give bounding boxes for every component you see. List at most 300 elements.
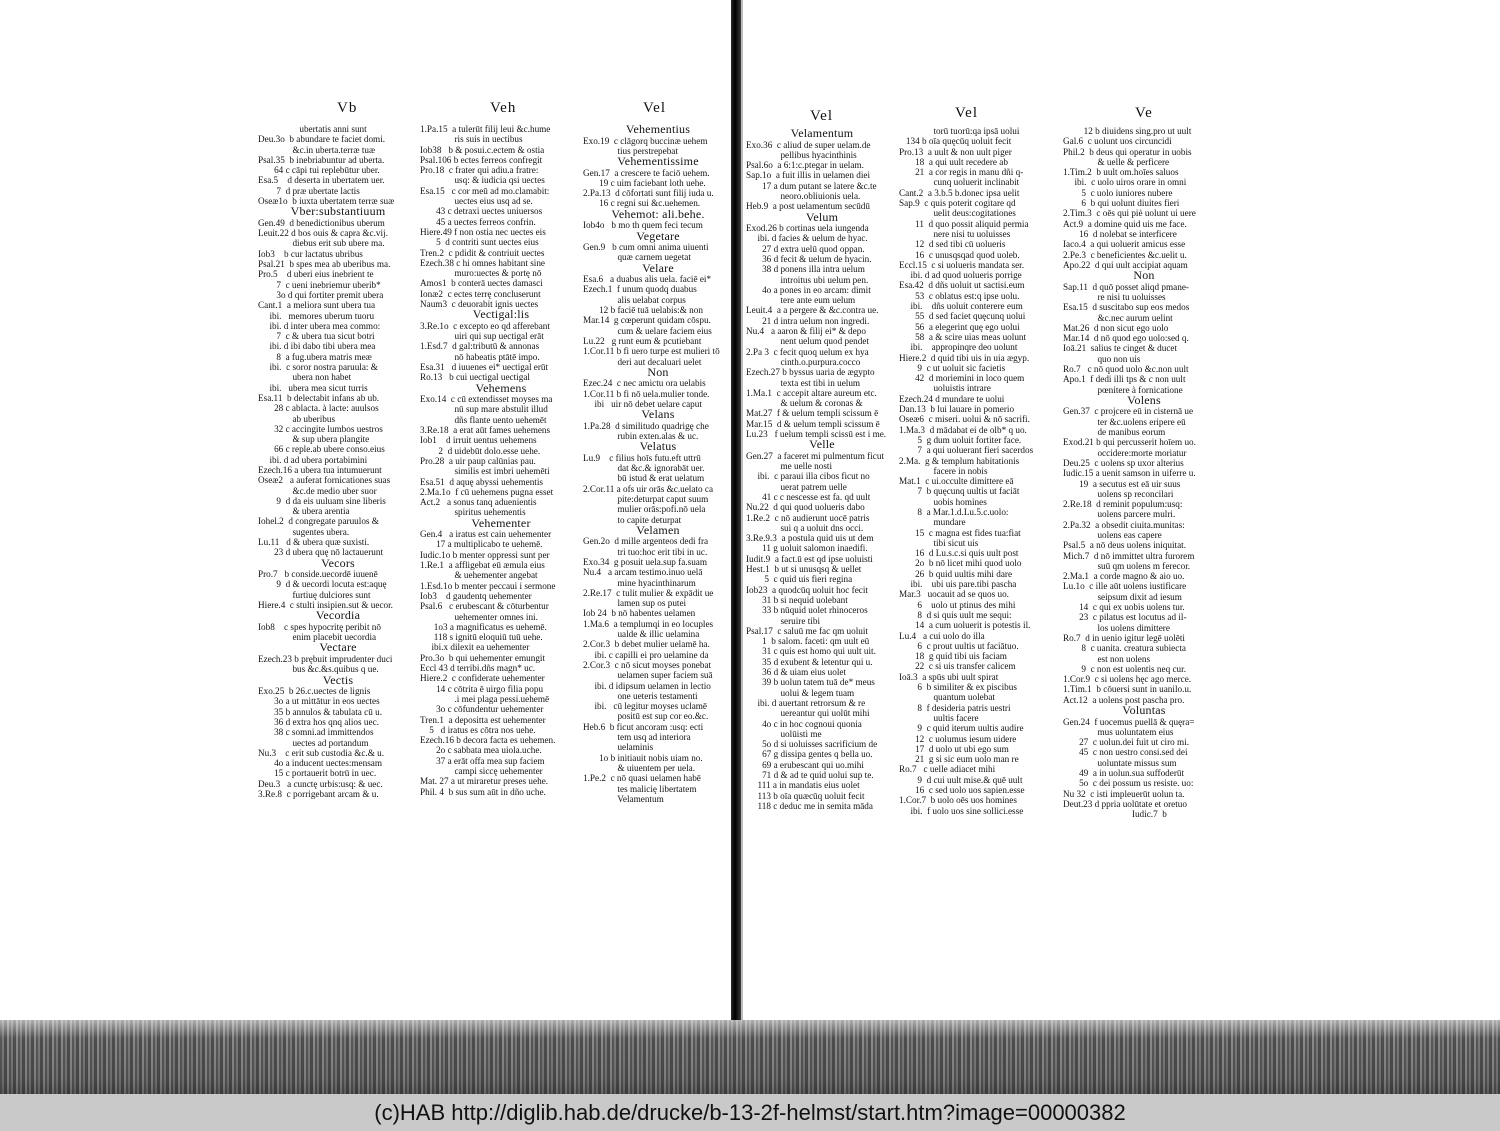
concordance-line: 7 b quęcunq uultis ut faciāt — [899, 486, 1020, 497]
concordance-line: uolens parcere mulri. — [1063, 509, 1176, 520]
concordance-line: Gen.4 a iratus est cain uehementer — [420, 529, 552, 540]
concordance-line: Ioā.21 salius te cinget & ducet — [1063, 343, 1178, 354]
concordance-line: 21 d intra uelum non ingredi. — [746, 315, 870, 326]
concordance-line: ibi. ubera mea sicut turris — [258, 382, 368, 393]
concordance-line: 35 d exubent & letentur qui u. — [746, 656, 873, 667]
concordance-line: muro:uectes & portę nō — [420, 268, 542, 279]
concordance-line: 2o b nō licet mihi quod uolo — [899, 558, 1022, 569]
concordance-line: ibi. d inter ubera mea commo: — [258, 320, 381, 331]
concordance-line: uolens sp reconcilari — [1063, 488, 1174, 499]
running-head-6: Ve — [1135, 105, 1153, 121]
concordance-line: 2.Pe.3 c beneficientes &c.uelit u. — [1063, 249, 1187, 260]
concordance-line: Esa.51 d aquę abyssi uehementis — [420, 476, 543, 487]
concordance-line: tri tuo:hoc erit tibi in uc. — [583, 546, 708, 557]
concordance-line: 1.Pa.15 a tulerūt filij leui &c.hume — [420, 124, 551, 134]
concordance-line: Iohel.2 d congregate paruulos & — [258, 516, 379, 527]
section-heading: Velamentum — [790, 128, 854, 140]
concordance-line: Pro.5 d uberi eius inebrient te — [258, 269, 374, 280]
concordance-line: Iudic.7 b — [1063, 809, 1167, 820]
concordance-line: re nisi tu uoluisses — [1063, 291, 1166, 302]
concordance-line: Leuit.4 a a pergere & &c.contra ue. — [746, 305, 879, 316]
concordance-line: Esa.6 a duabus alis uela. faciē ei* — [583, 274, 712, 285]
concordance-line: Nu 32 c isti impleuerūt uolun ta. — [1063, 788, 1185, 799]
concordance-line: tere ante eum uelum — [746, 295, 856, 306]
concordance-line: 2.Re.18 d reminit populum:usq: — [1063, 499, 1183, 510]
concordance-line: Mar.3 uocauit ad se quos uo. — [899, 589, 1009, 600]
concordance-line: ibi. appropinqre deo uolunt — [899, 342, 1018, 353]
concordance-line: 7 c ueni inebriemur uberib* — [258, 279, 381, 290]
concordance-line: enim placebit uecordia — [258, 632, 377, 643]
concordance-line: ibi uir nō debet uelare caput — [583, 398, 702, 409]
concordance-line: Tren.2 c pdidit & contriuit uectes — [420, 247, 545, 258]
concordance-line: 19 a secutus est eā uir suus — [1063, 478, 1181, 489]
concordance-line: 58 a & scire uias meas uolunt — [899, 331, 1027, 342]
concordance-line: 1.Ma.6 a templumqi in eo locuples — [583, 618, 714, 629]
concordance-line: Oseæ1o b iuxta ubertatem terræ suæ — [258, 196, 395, 207]
concordance-line: 22 c si uis transfer calicem — [899, 661, 1016, 672]
concordance-line: Ezech.38 c hi omnes habitant sine — [420, 257, 546, 268]
concordance-line: uoluntate missus sum — [1063, 757, 1177, 768]
running-head-1: Vb — [337, 100, 358, 116]
concordance-line: Mar.15 d & uelum templi scissum ē — [746, 418, 880, 429]
concordance-line: & sup ubera plangite — [258, 434, 370, 445]
concordance-line: uoluistis intrare — [899, 383, 991, 394]
section-heading: Vehemot: ali.behe. — [611, 206, 705, 221]
concordance-line: Iob3 d gaudentq uehementer — [420, 590, 532, 601]
concordance-line: 9 d cui uult mise.& quē uult — [899, 774, 1023, 785]
concordance-line: 15 c portauerit botrū in uec. — [258, 768, 377, 779]
section-heading: Velamen — [636, 522, 680, 537]
concordance-line: Lu.4 a cui uolo do illa — [899, 630, 985, 641]
concordance-line: est non uolens — [1063, 653, 1151, 664]
concordance-line: &c.nec aurum uelint — [1063, 312, 1173, 323]
concordance-line: 18 a qui uult recedere ab — [899, 156, 1008, 167]
concordance-column-6 — [1063, 126, 1225, 820]
running-head-4: Vel — [810, 108, 833, 124]
concordance-line: Deut.23 d ppria uolūtate et oretuo — [1063, 798, 1187, 809]
section-heading: Voluntas — [1122, 703, 1166, 718]
concordance-line: Exo.19 c clāgorq buccinæ uehem — [583, 135, 708, 146]
concordance-line: Psal.17 c saluū me fac qm uoluit — [746, 625, 868, 636]
concordance-line: ibi. c paraui illa cibos ficut no — [746, 471, 870, 482]
concordance-line: diebus erit sub ubere ma. — [258, 238, 385, 249]
concordance-line: uolui & legem tuam — [746, 687, 855, 698]
concordance-line: quæ carnem uegetat — [583, 252, 691, 263]
concordance-line: occidere:morte moriatur — [1063, 447, 1187, 458]
concordance-line: cinth.o.purpura.cocco — [746, 356, 861, 367]
concordance-line: Lu.22 g runt eum & pcutiebant — [583, 335, 702, 346]
concordance-line: ibi. cū legitur moyses uclamē — [583, 701, 708, 712]
concordance-line: 12 c uolumus iesum uidere — [899, 733, 1017, 744]
concordance-line: Hiere.2 d quid tibi uis in uia ægyp. — [899, 352, 1030, 363]
concordance-line: 9 c ut uoluit sic facietis — [899, 362, 1006, 373]
concordance-line: 1.Pe.2 c nō quasi uelamen habē — [583, 773, 701, 784]
concordance-line: 3o a ut mittātur in eos uectes — [258, 696, 380, 707]
concordance-line: 49 a in uolun.sua suffoderūt — [1063, 768, 1185, 779]
concordance-line: neoro.obliuionis uela. — [746, 190, 861, 201]
concordance-line: 32 c accingite lumbos uestros — [258, 423, 383, 434]
concordance-line: dñs flante uento uehemēt — [420, 414, 547, 425]
concordance-line: 1.Re.2 c nō audierunt uocē patris — [746, 512, 870, 523]
concordance-line: Ezec.24 c nec amictu ora uelabis — [583, 378, 706, 389]
concordance-line: 7 a qui uoluerant fieri sacerdos — [899, 445, 1034, 456]
concordance-line: Esa.15 d suscitabo sup eos medos — [1063, 302, 1190, 313]
section-heading: Non — [1133, 268, 1155, 283]
concordance-line: 2.Tim.3 c oēs qui piè uolunt ui uere — [1063, 208, 1196, 219]
concordance-line: 1.Cor.11 b fi nō uela.mulier tonde. — [583, 388, 710, 399]
concordance-line: 23 c pilatus est locutus ad il- — [1063, 612, 1187, 623]
concordance-line: ibi. d auertant retrorsum & re — [746, 697, 866, 708]
concordance-line: bus &c.&s.quibus q ue. — [258, 664, 379, 675]
concordance-line: Act.9 a domine quid uis me face. — [1063, 218, 1187, 229]
concordance-line: Psal.6 c erubescant & cōturbentur — [420, 601, 549, 612]
concordance-line: 5 g dum uoluit fortiter face. — [899, 434, 1022, 445]
concordance-line: 5 d contriti sunt uectes eius — [420, 237, 539, 248]
concordance-line: ab uberibus — [258, 413, 336, 424]
concordance-line: ualde & illic uelamina — [583, 629, 700, 640]
concordance-line: 36 d & uiam eius uolet — [746, 667, 847, 678]
concordance-line: alis uelabat corpus — [583, 294, 686, 305]
concordance-line: 21 a cor regis in manu dñi q- — [899, 167, 1024, 178]
concordance-line: Esa.5 d deserta in ubertatem uer. — [258, 175, 385, 186]
concordance-line: Gen.24 f uocemus puellā & quęra= — [1063, 716, 1195, 727]
concordance-column-2 — [420, 124, 582, 797]
concordance-line: 113 b oīa quæcūq uoluit fecit — [746, 790, 865, 801]
concordance-line: ibi. d ad ubera portabimini — [258, 454, 368, 465]
section-heading: Non — [647, 364, 669, 379]
concordance-line: 1.Cor.7 b uolo oēs uos homines — [899, 795, 1017, 806]
concordance-line: to capite deturpat — [583, 514, 682, 525]
section-heading: Velans — [641, 407, 675, 422]
concordance-line: 1.Cor.11 b fi uero turpe est mulieri tō — [583, 346, 720, 357]
concordance-line: Act.12 a uolens post pascha pro. — [1063, 694, 1185, 705]
concordance-line: tes malicię libertatem — [583, 783, 697, 794]
concordance-line: ibi. memores uberum tuoru — [258, 310, 375, 321]
concordance-line: 3.Re.1o c excepto eo qd afferebant — [420, 320, 550, 331]
concordance-line: 45 a uectes ferreos confrin. — [420, 216, 536, 227]
concordance-line: 1 b salom. faceti: qm uult eū — [746, 636, 870, 647]
concordance-line: 1.Pa.28 d similitudo quadrigę che — [583, 420, 709, 431]
concordance-line: ibi. c capilli ei pro uelamine da — [583, 649, 709, 660]
concordance-line: 2.Pa.32 a obsedit ciuita.munitas: — [1063, 519, 1185, 530]
concordance-line: 27 d extra uelū quod oppan. — [746, 243, 865, 254]
concordance-line: Iob4o b mo th quem feci tecum — [583, 220, 703, 231]
section-heading: Vehementissime — [617, 154, 699, 169]
concordance-line: sui q a uoluit dns occi. — [746, 522, 864, 533]
concordance-line: 1.Tim.1 b cōuersi sunt in uanilo.u. — [1063, 684, 1192, 695]
concordance-line: Iaco.4 a qui uoluerit amicus esse — [1063, 239, 1186, 250]
concordance-line: 56 a elegerint quę ego uolui — [899, 321, 1020, 332]
section-heading: Vegetare — [636, 228, 680, 243]
concordance-line: 5 c quid uis fieri regina — [746, 574, 853, 585]
concordance-line: 118 c deduc me in semita māda — [746, 800, 873, 811]
concordance-line: one ueteris testamenti — [583, 690, 698, 701]
concordance-line: 8 a Mar.1.d.Lu.5.c.uolo: — [899, 506, 1009, 517]
concordance-line: Ezech.16 a ubera tua intumuerunt — [258, 465, 382, 475]
spine-highlight — [741, 0, 743, 1040]
concordance-line: 7 d præ ubertate lactis — [258, 185, 360, 196]
concordance-line: campi siccę uehementer — [420, 766, 543, 777]
concordance-line: Psal.106 b ectes ferreos confregit — [420, 154, 543, 165]
concordance-line: nent uelum quod pendet — [746, 336, 869, 347]
concordance-line: 36 d extra hos qnq alios uec. — [258, 716, 379, 727]
concordance-line: pœnitere à fornicatione — [1063, 384, 1183, 395]
concordance-line: furtiuę dulciores sunt — [258, 589, 371, 600]
concordance-line: Mat.26 d non sicut ego uolo — [1063, 322, 1169, 333]
section-heading: Volens — [1127, 392, 1161, 407]
concordance-line: Ionæ2 c ectes terrę concluserunt — [420, 288, 541, 299]
concordance-line: dat &c.& ignorabāt uer. — [583, 463, 705, 474]
concordance-line: Mat.27 f & uelum templi scissum ē — [746, 408, 879, 419]
concordance-line: ibi. d ibi dabo tibi ubera mea — [258, 341, 376, 352]
concordance-line: 9 c quid iterum uultis audire — [899, 723, 1024, 734]
concordance-line: rubin exten.alas & uc. — [583, 431, 699, 442]
concordance-line: Psal.6o a 6:1:c.ptegar in uelam. — [746, 160, 864, 171]
concordance-line: Apo.22 d qui uult accipiat aquam — [1063, 259, 1188, 270]
concordance-line: & uiuentem per uela. — [583, 762, 696, 773]
concordance-line: Nu.22 d qui quod uolueris dabo — [746, 502, 865, 513]
concordance-line: seruire tibi — [746, 615, 820, 626]
concordance-line: de manibus eorum — [1063, 427, 1166, 438]
concordance-line: Hest.1 b ut si unusqsq & uellet — [746, 564, 862, 575]
concordance-line: Esa.31 d iuuenes ei* uectigal erūt — [420, 362, 549, 373]
concordance-line: uultis facere — [899, 712, 979, 723]
concordance-line: 55 d sed faciet quęcunq uolui — [899, 311, 1026, 322]
concordance-column-5 — [899, 126, 1061, 816]
section-heading: Vectis — [322, 672, 354, 687]
concordance-line: 16 c sed uolo uos sapien.esse — [899, 785, 1025, 795]
concordance-line: Deu.25 c uolens sp uxor alterius — [1063, 457, 1184, 468]
concordance-line: ibi. d idipsum uelamen in lectio — [583, 680, 711, 691]
concordance-line: Gen.17 a crescere te faciō uehem. — [583, 167, 710, 178]
concordance-line: Esa.11 b delectabit infans ab ub. — [258, 392, 380, 403]
concordance-line: 7 c & ubera tua sicut botri — [258, 331, 375, 342]
concordance-line: 11 g uoluit salomon inaedifi. — [746, 543, 868, 554]
concordance-line: Apo.1 f dedi illi tps & c non uult — [1063, 374, 1186, 385]
concordance-line: tius perstrepebat — [583, 145, 678, 156]
concordance-line: Iob1 d irruit uentus uehemens — [420, 435, 537, 446]
concordance-line: tem usq ad interiora — [583, 732, 691, 743]
concordance-line: nere nisi tu uoluisses — [899, 228, 1011, 239]
concordance-line: 5o d si uoluisses sacrificium de — [746, 739, 878, 750]
concordance-line: 67 g dissipa gentes q bella uo. — [746, 749, 873, 760]
concordance-line: 64 c cāpi tui replebūtur uber. — [258, 165, 380, 176]
concordance-line: ibi. d ad quod uolueris porrige — [899, 270, 1022, 281]
concordance-line: Eccl.15 c si uolueris mandata ser. — [899, 259, 1025, 270]
concordance-line: 2.Ma.1o f cū uehemens pugna esset — [420, 486, 554, 497]
concordance-line: 15 c magna est fides tua:fiat — [899, 527, 1021, 538]
concordance-line: sugentes ubera. — [258, 526, 350, 537]
concordance-line: Sap.1o a fuit illis in uelamen diei — [746, 170, 871, 181]
concordance-line: 26 b quid uultis mihi dare — [899, 568, 1013, 579]
concordance-line: 9 d da eis uuluam sine liberis — [258, 495, 386, 506]
concordance-line: deri aut decaluari uelet — [583, 356, 702, 367]
concordance-line: positū est sup cor eo.&c. — [583, 711, 709, 722]
concordance-line: 19 c uim faciebant loth uehe. — [583, 177, 706, 188]
concordance-line: bū istud & erat uelatum — [583, 473, 705, 484]
concordance-line: Gen.9 b cum omni anima uiuenti — [583, 242, 709, 253]
concordance-line: 1.Cor.9 c si uolens hęc ago merce. — [1063, 674, 1192, 685]
concordance-line: ter &c.uolens eripere eū — [1063, 416, 1186, 427]
concordance-line: uelit deus:cogitationes — [899, 208, 1016, 219]
concordance-line: Iob8 c spes hypocritę peribit nō — [258, 621, 381, 632]
concordance-line: 3.Re.8 c porrigebant arcam & u. — [258, 789, 379, 800]
concordance-line: Hiere.2 c confiderate uehementer — [420, 673, 545, 684]
concordance-line: 36 d fecit & uelum de hyacin. — [746, 253, 872, 264]
concordance-line: 16 c unusqsqad quod uoleb. — [899, 249, 1020, 260]
concordance-line: Sap.11 d quō posset aliqd pmane- — [1063, 281, 1189, 292]
section-heading: Velum — [805, 209, 839, 224]
concordance-line: & uelle & perficere — [1063, 156, 1170, 167]
concordance-line: Cant.1 a meliora sunt ubera tua — [258, 300, 376, 311]
concordance-line: 4o c in hoc cognoui quonia — [746, 718, 862, 729]
concordance-line: Mich.7 d nō immittet ultra furorem — [1063, 550, 1195, 561]
concordance-line: 2.Cor.3 b debet mulier uelamē ha. — [583, 639, 710, 650]
concordance-line: Exod.21 b qui percusserit hoīem uo. — [1063, 437, 1196, 448]
concordance-line: Velamentum — [583, 793, 664, 804]
concordance-line: Deu.3 a cunctę urbis:usq: & uec. — [258, 778, 383, 789]
concordance-line: Amos1 b conterā uectes damasci — [420, 278, 543, 289]
concordance-line: & uelum & coronas & — [746, 398, 863, 409]
concordance-line: mundare — [899, 517, 966, 528]
concordance-line: 5 d iratus es cōtra nos uehe. — [420, 724, 536, 735]
concordance-line: 1o b initiauit nobis uiam no. — [583, 752, 703, 763]
concordance-line: 2.Cor.11 a ofs uir orās &c.uelato ca — [583, 483, 714, 494]
concordance-line: Exo.34 g posuit uela.sup fa.suam — [583, 557, 708, 567]
concordance-line: texta est tibi in uelum — [746, 377, 861, 388]
concordance-line: ibi. ubi uis pare.tibi pascha — [899, 579, 1017, 590]
concordance-line: 134 b oīa quęcūq uoluit fecit — [899, 136, 1012, 147]
concordance-line: 27 c uolun.dei fuit ut ciro mi. — [1063, 737, 1190, 748]
section-heading: Vehemens — [475, 380, 527, 395]
concordance-line: 8 f desideria patris uestri — [899, 702, 1011, 713]
concordance-line: 8 a fug.ubera matris meæ — [258, 351, 372, 362]
concordance-line: 9 d & uecordi locuta est:aquę — [258, 579, 387, 590]
concordance-line: & uehementer angebat — [420, 570, 538, 581]
concordance-line: Gen.37 c projcere eū in cisternā ue — [1063, 406, 1194, 417]
concordance-line: uolens eas capere — [1063, 529, 1162, 540]
concordance-line: 16 d Lu.s.c.si quis uult post — [899, 548, 1019, 559]
concordance-line: &c.in uberta.terræ tuæ — [258, 144, 376, 155]
concordance-line: Mat. 27 a ut miraretur preses uehe. — [420, 776, 549, 787]
concordance-line: 3.Re.18 a erat aūt fames uehemens — [420, 425, 551, 436]
concordance-line: facere in nobis — [899, 465, 988, 476]
concordance-line: spiritus uehementis — [420, 507, 526, 518]
concordance-line: 17 d uolo ut ubi ego sum — [899, 743, 1009, 754]
concordance-line: Tren.1 a depositta est uehementer — [420, 714, 546, 725]
concordance-line: 31 b si nequid uolebant — [746, 594, 848, 605]
concordance-line: mulier orās:pofi.nō uela — [583, 504, 706, 515]
section-heading: Vecordia — [315, 608, 361, 623]
concordance-line: Pro.28 a uir paup calūnias pau. — [420, 455, 536, 466]
section-heading: Vectare — [319, 640, 357, 655]
concordance-line: Lu.9 c filius hoīs futu.eft uttrū — [583, 452, 701, 463]
concordance-line: uereantur qui uolūt mihi — [746, 708, 870, 719]
concordance-line: 2.Cor.3 c nō sicut moyses ponebat — [583, 659, 712, 670]
concordance-line: ibi. c soror nostra paruula: & — [258, 362, 378, 373]
concordance-line: 33 b nūquid uolet rhinoceros — [746, 605, 868, 616]
concordance-line: &c.de medio uber suor — [258, 485, 377, 496]
concordance-line: Ro.7 c nō quod uolo &c.non uult — [1063, 364, 1189, 375]
concordance-line: Sap.9 c quis poterit cogitare qd — [899, 198, 1016, 209]
concordance-line: quantum uolebat — [899, 692, 995, 703]
concordance-line: Psal.21 b spes mea ab uberibus ma. — [258, 259, 391, 270]
concordance-line: ibi. dñs uoluit conterere eum — [899, 301, 1023, 312]
concordance-line: Heb.6 b ficut ancoram :usq: ecti — [583, 721, 704, 732]
concordance-line: 6 c prout uultis ut faciātuo. — [899, 640, 1019, 651]
concordance-line: uehementer omnes ini. — [420, 611, 538, 622]
concordance-line: Iob 24 b nō habentes uelamen — [583, 608, 696, 619]
concordance-line: 12 b diuidens sing.pro ut uult — [1063, 126, 1192, 136]
concordance-line: 17 a dum putant se latere &c.te — [746, 180, 877, 191]
concordance-line: Oseæ2 a auferat fornicationes suas — [258, 475, 391, 486]
concordance-line: suū qm uolens m ferecor. — [1063, 560, 1191, 571]
concordance-line: Lu.1o c ille aūt uolens iustificare — [1063, 581, 1187, 592]
concordance-line: 66 c reple.ab ubere conso.eius — [258, 444, 385, 455]
concordance-line: nō habeatis ptātē impo. — [420, 351, 540, 362]
concordance-line: ris suis in uectibus — [420, 134, 523, 145]
concordance-line: Pro.7 b conside.uecordē iuuenē — [258, 569, 378, 580]
concordance-line: mus uoluntatem eius — [1063, 726, 1174, 737]
concordance-line: Ioā.3 a spūs ubi uult spirat — [899, 671, 999, 682]
concordance-line: 8 c uanita. creatura subiecta — [1063, 643, 1186, 654]
concordance-line: 4o a pones in eo arcam: dimit — [746, 284, 871, 295]
concordance-line: Gen.49 d benedictionibus uberum — [258, 217, 385, 228]
concordance-line: Ro.13 b cui uectigal uectigal — [420, 372, 530, 383]
concordance-line: Mat.1 c ui.occulte dimittere eā — [899, 476, 1014, 487]
concordance-column-3 — [583, 124, 733, 804]
concordance-line: Pro.18 c frater qui adiu.a fratre: — [420, 165, 539, 176]
concordance-line: Ezech.16 b decora facta es uehemen. — [420, 735, 556, 746]
concordance-line: Iudit.9 a fact.ū est qd ipse uoluisti — [746, 553, 873, 564]
concordance-line: Lu.23 f uelum templi scissū est i me. — [746, 429, 887, 440]
concordance-line: uectes eius usq ad se. — [420, 196, 533, 207]
concordance-line: Nu.4 a arcam testimo.inuo uelā — [583, 567, 703, 578]
concordance-line: 2 d uidebūt dolo.esse uehe. — [420, 445, 541, 456]
concordance-line: 1.Esd.7 d gal:tributū & annonas — [420, 341, 540, 352]
concordance-line: pite:deturpat caput suum — [583, 494, 709, 505]
section-heading: Vber:substantiuum — [290, 204, 386, 219]
concordance-line: 69 a erubescant qui uo.mihi — [746, 759, 864, 770]
concordance-line: 14 c qui ex uobis uolens tur. — [1063, 602, 1185, 613]
concordance-line: Act.2 a sonus tanq aduenientis — [420, 497, 537, 508]
concordance-line: uelaminis — [583, 742, 654, 753]
concordance-line: Phil.2 b deus qui operatur in uobis — [1063, 146, 1192, 157]
concordance-line: torū tuorū:qa ipsā uolui — [899, 126, 1020, 136]
concordance-line: Gen.2o d mille argenteos dedi fra — [583, 536, 709, 547]
concordance-line: similis est imbri uehemēti — [420, 466, 550, 477]
concordance-line: 18 g quid tibi uis faciam — [899, 651, 1007, 662]
concordance-line: Iudic.15 a uenit samson in uiferre u. — [1063, 468, 1196, 479]
concordance-line: 38 d ponens illa intra uelum — [746, 264, 865, 275]
concordance-line: Hiere.4 c stulti insipien.sut & uecor. — [258, 600, 393, 611]
concordance-line: 35 b annulos & tabulata cū u. — [258, 706, 383, 717]
concordance-line: ubertatis anni sunt — [258, 124, 367, 134]
concordance-line: pellibus hyacinthinis — [746, 149, 857, 160]
concordance-line: 38 c somni.ad immittendos — [258, 727, 374, 738]
concordance-line: 28 c ablacta. à lacte: auulsos — [258, 403, 379, 414]
concordance-line: 42 d moriemini in loco quem — [899, 373, 1025, 384]
concordance-line: Ro.7 c uelle adiacet mihi — [899, 764, 996, 775]
concordance-line: Ezech.24 d mundare te uolui — [899, 393, 1005, 404]
concordance-line: 41 c c nescesse est fa. qd uult — [746, 492, 871, 502]
concordance-line: Mar.14 d nō quod ego uolo:sed q. — [1063, 333, 1189, 344]
concordance-line: ibi. c uolo uiros orare in omni — [1063, 177, 1187, 188]
concordance-line: Lu.11 d & ubera quæ suxisti. — [258, 537, 370, 548]
concordance-line: los uolens dimittere — [1063, 622, 1170, 633]
concordance-line: 118 s ignitū eloquiū tuū uehe. — [420, 632, 543, 643]
footer-bar — [0, 1094, 1500, 1131]
